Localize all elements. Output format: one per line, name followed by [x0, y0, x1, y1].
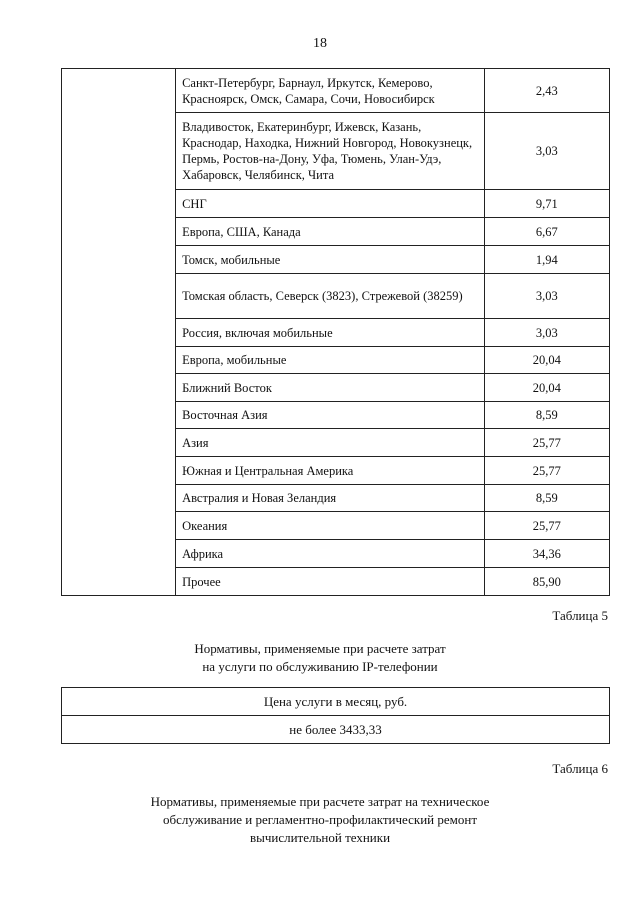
rate-cell: 2,43 — [484, 69, 609, 113]
table5-caption: Таблица 5 — [552, 608, 608, 623]
rate-cell: 20,04 — [484, 347, 609, 374]
region-cell: Владивосток, Екатеринбург, Ижевск, Казань, Краснодар, Находка, Нижний Новгород, Новокузнецк, Пермь, Ростов-на-Дону, Уфа, Тюмень, Улан-Удэ, Хабаровск, Челябинск, Чита — [176, 113, 485, 190]
region-cell: Южная и Центральная Америка — [176, 457, 485, 485]
region-cell: Прочее — [176, 568, 485, 596]
page-number: 18 — [313, 36, 327, 51]
region-cell: СНГ — [176, 190, 485, 218]
region-cell: Восточная Азия — [176, 402, 485, 429]
rate-cell: 9,71 — [484, 190, 609, 218]
region-cell: Санкт-Петербург, Барнаул, Иркутск, Кемерово, Красноярск, Омск, Самара, Сочи, Новосибирск — [176, 69, 485, 113]
rate-cell: 6,67 — [484, 218, 609, 246]
rate-cell: 25,77 — [484, 429, 609, 457]
price-header-cell: Цена услуги в месяц, руб. — [62, 688, 610, 716]
blank-column-cell — [62, 69, 176, 596]
rate-cell: 25,77 — [484, 457, 609, 485]
table6-heading-line: вычислительной техники — [249, 830, 391, 845]
table-row — [62, 688, 610, 716]
region-cell: Африка — [176, 540, 485, 568]
table-row — [62, 69, 610, 113]
table-row — [62, 716, 610, 744]
rate-cell: 25,77 — [484, 512, 609, 540]
rate-cell: 85,90 — [484, 568, 609, 596]
rate-cell: 3,03 — [484, 113, 609, 190]
ip-telephony-table — [61, 687, 610, 744]
price-value-cell: не более 3433,33 — [62, 716, 610, 744]
table5-heading-line: Нормативы, применяемые при расчете затрат — [194, 641, 446, 656]
table5-heading — [0, 640, 640, 676]
rate-cell: 8,59 — [484, 485, 609, 512]
table5-heading-line: на услуги по обслуживанию IP-телефонии — [202, 659, 438, 674]
table6-caption: Таблица 6 — [552, 761, 608, 776]
region-cell: Азия — [176, 429, 485, 457]
region-cell: Океания — [176, 512, 485, 540]
rates-table — [61, 68, 610, 596]
rate-cell: 1,94 — [484, 246, 609, 274]
rate-cell: 3,03 — [484, 274, 609, 319]
rate-cell: 8,59 — [484, 402, 609, 429]
region-cell: Европа, мобильные — [176, 347, 485, 374]
region-cell: Европа, США, Канада — [176, 218, 485, 246]
region-cell: Томская область, Северск (3823), Стрежевой (38259) — [176, 274, 485, 319]
table6-heading-line: Нормативы, применяемые при расчете затрат на техническое — [150, 794, 490, 809]
rate-cell: 3,03 — [484, 319, 609, 347]
rate-cell: 20,04 — [484, 374, 609, 402]
table6-heading — [0, 793, 640, 847]
region-cell: Томск, мобильные — [176, 246, 485, 274]
region-cell: Австралия и Новая Зеландия — [176, 485, 485, 512]
region-cell: Россия, включая мобильные — [176, 319, 485, 347]
region-cell: Ближний Восток — [176, 374, 485, 402]
table6-heading-line: обслуживание и регламентно-профилактический ремонт — [162, 812, 478, 827]
rate-cell: 34,36 — [484, 540, 609, 568]
